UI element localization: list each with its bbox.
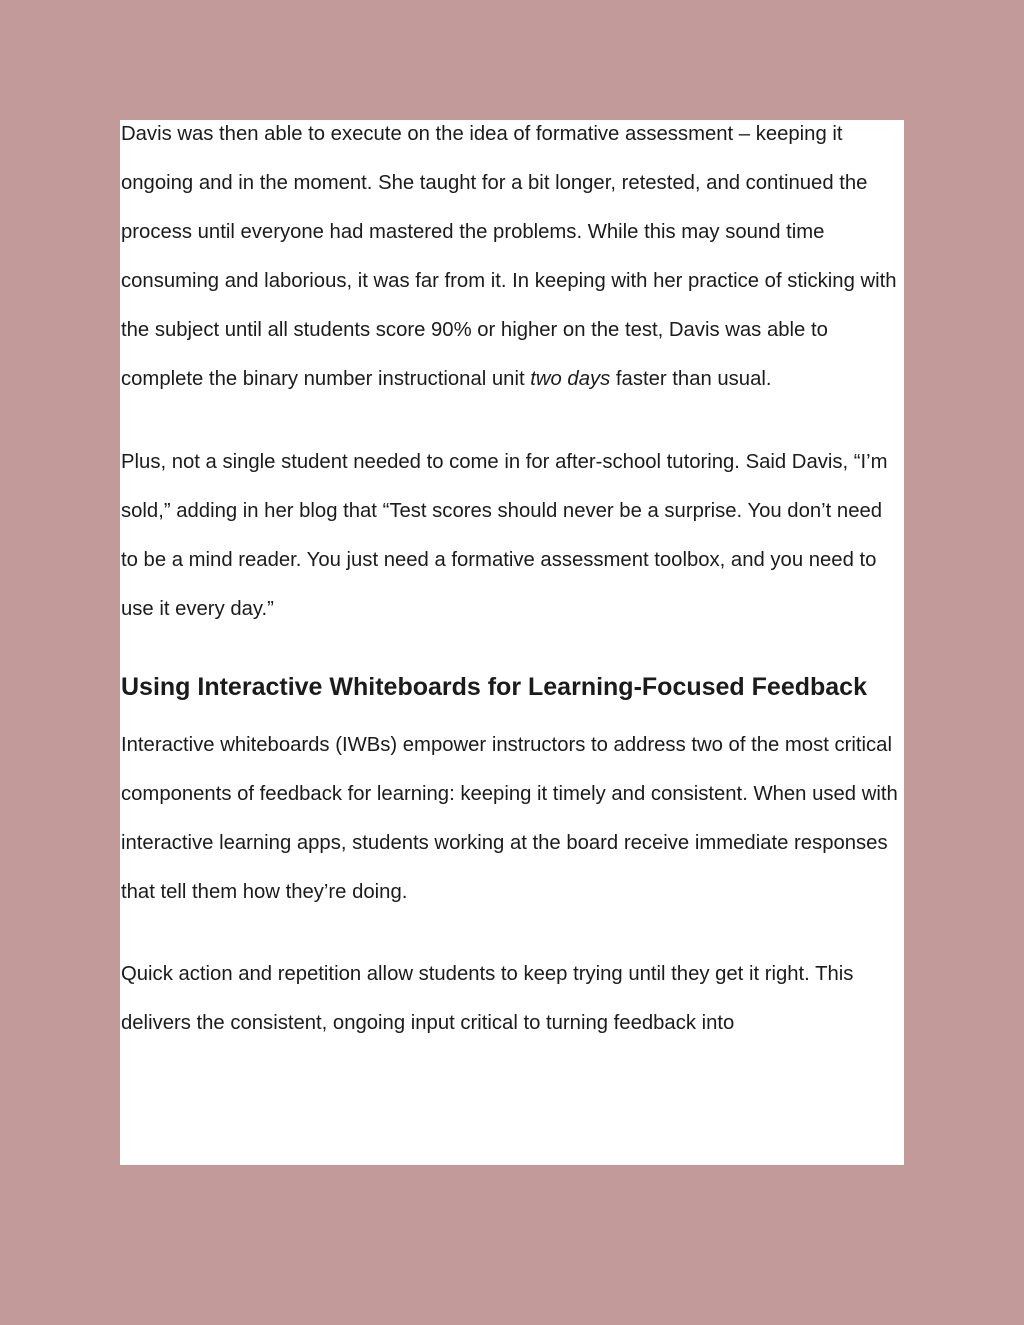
paragraph-formative-assessment: [121, 120, 898, 405]
paragraph-1-text-start: Davis was then able to execute on the idea of formative assessment – keeping it ongoing and in the moment. She taught for a bit longer, retested, and continued the process until everyone had mastered the problems. While this may sound time consuming and laborious, it was far from it. In keeping with her practice of sticking with the subject until all students score 90% or higher on the test, Davis was able to complete the binary number instructional unit: [121, 123, 897, 391]
page-content: [120, 120, 904, 1049]
paragraph-quick-action: Quick action and repetition allow students to keep trying until they get it right. This delivers the consistent, ongoing input critical to turning feedback into: [121, 963, 854, 1035]
paragraph-1-emphasis: two days: [530, 368, 611, 391]
paragraph-1-text-end: faster than usual.: [610, 368, 772, 391]
paragraph-davis-quote: Plus, not a single student needed to come in for after-school tutoring. Said Davis, “I’m sold,” adding in her blog that “Test scores should never be a surprise. You don’t need to be a mind reader. You just need a formative assessment toolbox, and you need to use it every day.”: [121, 450, 888, 620]
paragraph-iwb-intro: Interactive whiteboards (IWBs) empower instructors to address two of the most critical components of feedback for learning: keeping it timely and consistent. When used with interactive learning apps, students working at the board receive immediate responses that tell them how they’re doing.: [121, 733, 898, 904]
document-page: [120, 120, 904, 1165]
section-heading: Using Interactive Whiteboards for Learning-Focused Feedback: [121, 672, 867, 701]
